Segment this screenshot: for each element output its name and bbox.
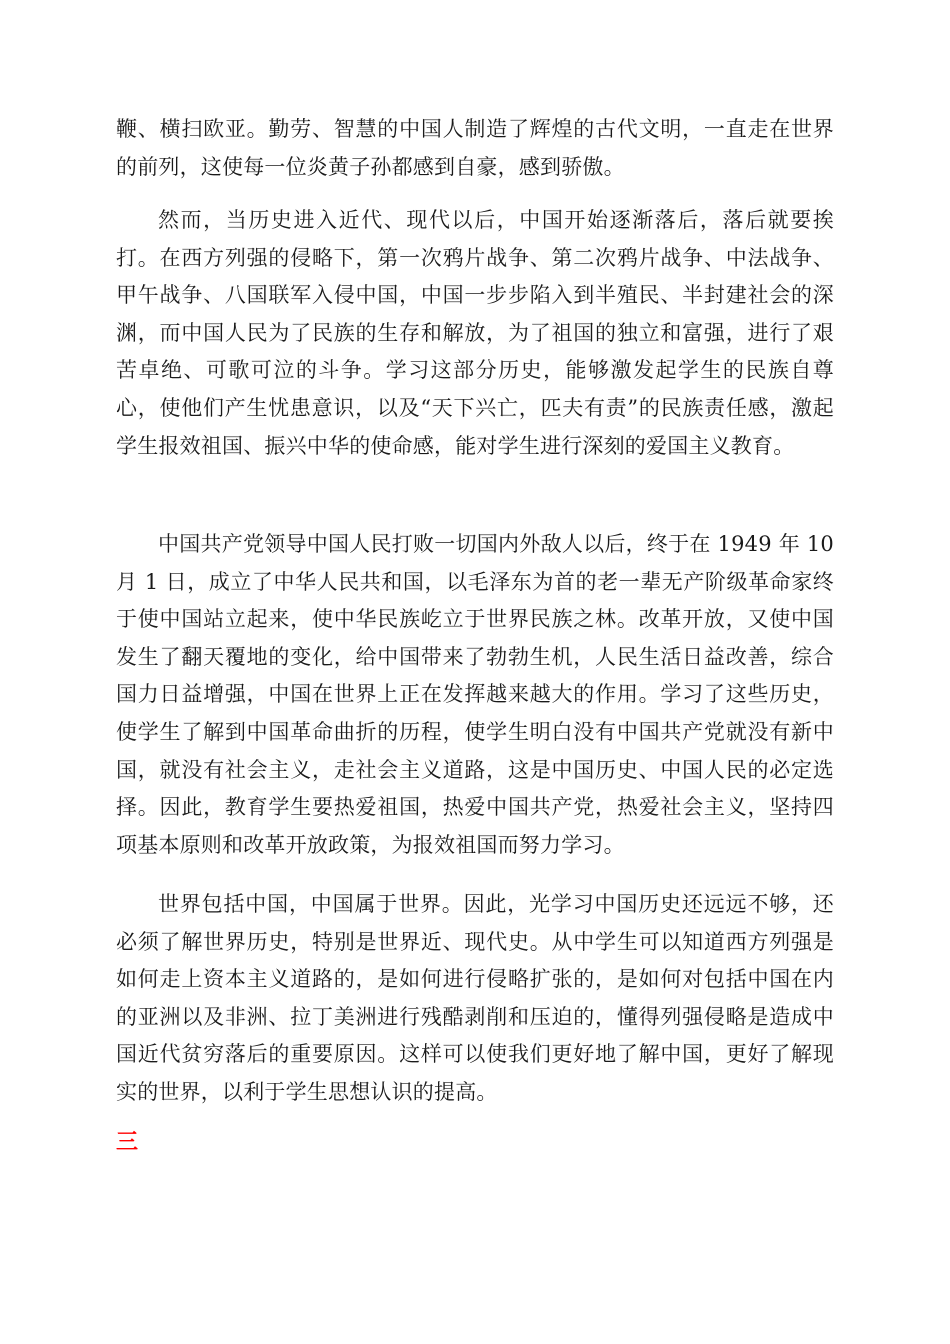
paragraph-world-history: 世界包括中国，中国属于世界。因此，光学习中国历史还远远不够，还必须了解世界历史，特别是世界近、现代史。从中学生可以知道西方列强是如何走上资本主义道路的，是如何进行侵略扩张的，是如何对包括中国在内的亚洲以及非洲、拉丁美洲进行残酷剥削和压迫的，懂得列强侵略是造成中国近代贫穷落后的重要原因。这样可以使我们更好地了解中国，更好了解现实的世界，以利于学生思想认识的提高。 bbox=[116, 892, 834, 1104]
paragraph-continued: 鞭、横扫欧亚。勤劳、智慧的中国人制造了辉煌的古代文明，一直走在世界的前列，这使每一位炎黄子孙都感到自豪，感到骄傲。 bbox=[116, 117, 834, 179]
section-number-heading: 三 bbox=[116, 1130, 139, 1155]
paragraph-modern-history: 然而，当历史进入近代、现代以后，中国开始逐渐落后，落后就要挨打。在西方列强的侵略下，第一次鸦片战争、第二次鸦片战争、中法战争、甲午战争、八国联军入侵中国，中国一步步陷入到半殖民、半封建社会的深渊，而中国人民为了民族的生存和解放，为了祖国的独立和富强，进行了艰苦卓绝、可歌可泣的斗争。学习这部分历史，能够激发起学生的民族自尊心，使他们产生忧患意识，以及“天下兴亡，匹夫有责”的民族责任感，激起学生报效祖国、振兴中华的使命感，能对学生进行深刻的爱国主义教育。 bbox=[116, 208, 834, 458]
paragraph-new-china: 中国共产党领导中国人民打败一切国内外敌人以后，终于在 1949 年 10 月 1 日，成立了中华人民共和国，以毛泽东为首的老一辈无产阶级革命家终于使中国站立起来，使中华民族屹立于世界民族之林。改革开放，又使中国发生了翻天覆地的变化，给中国带来了勃勃生机，人民生活日益改善，综合国力日益增强，中国在世界上正在发挥越来越大的作用。学习了这些历史，使学生了解到中国革命曲折的历程，使学生明白没有中国共产党就没有新中国，就没有社会主义，走社会主义道路，这是中国历史、中国人民的必定选择。因此，教育学生要热爱祖国，热爱中国共产党，热爱社会主义，坚持四项基本原则和改革开放政策，为报效祖国而努力学习。 bbox=[116, 532, 834, 857]
